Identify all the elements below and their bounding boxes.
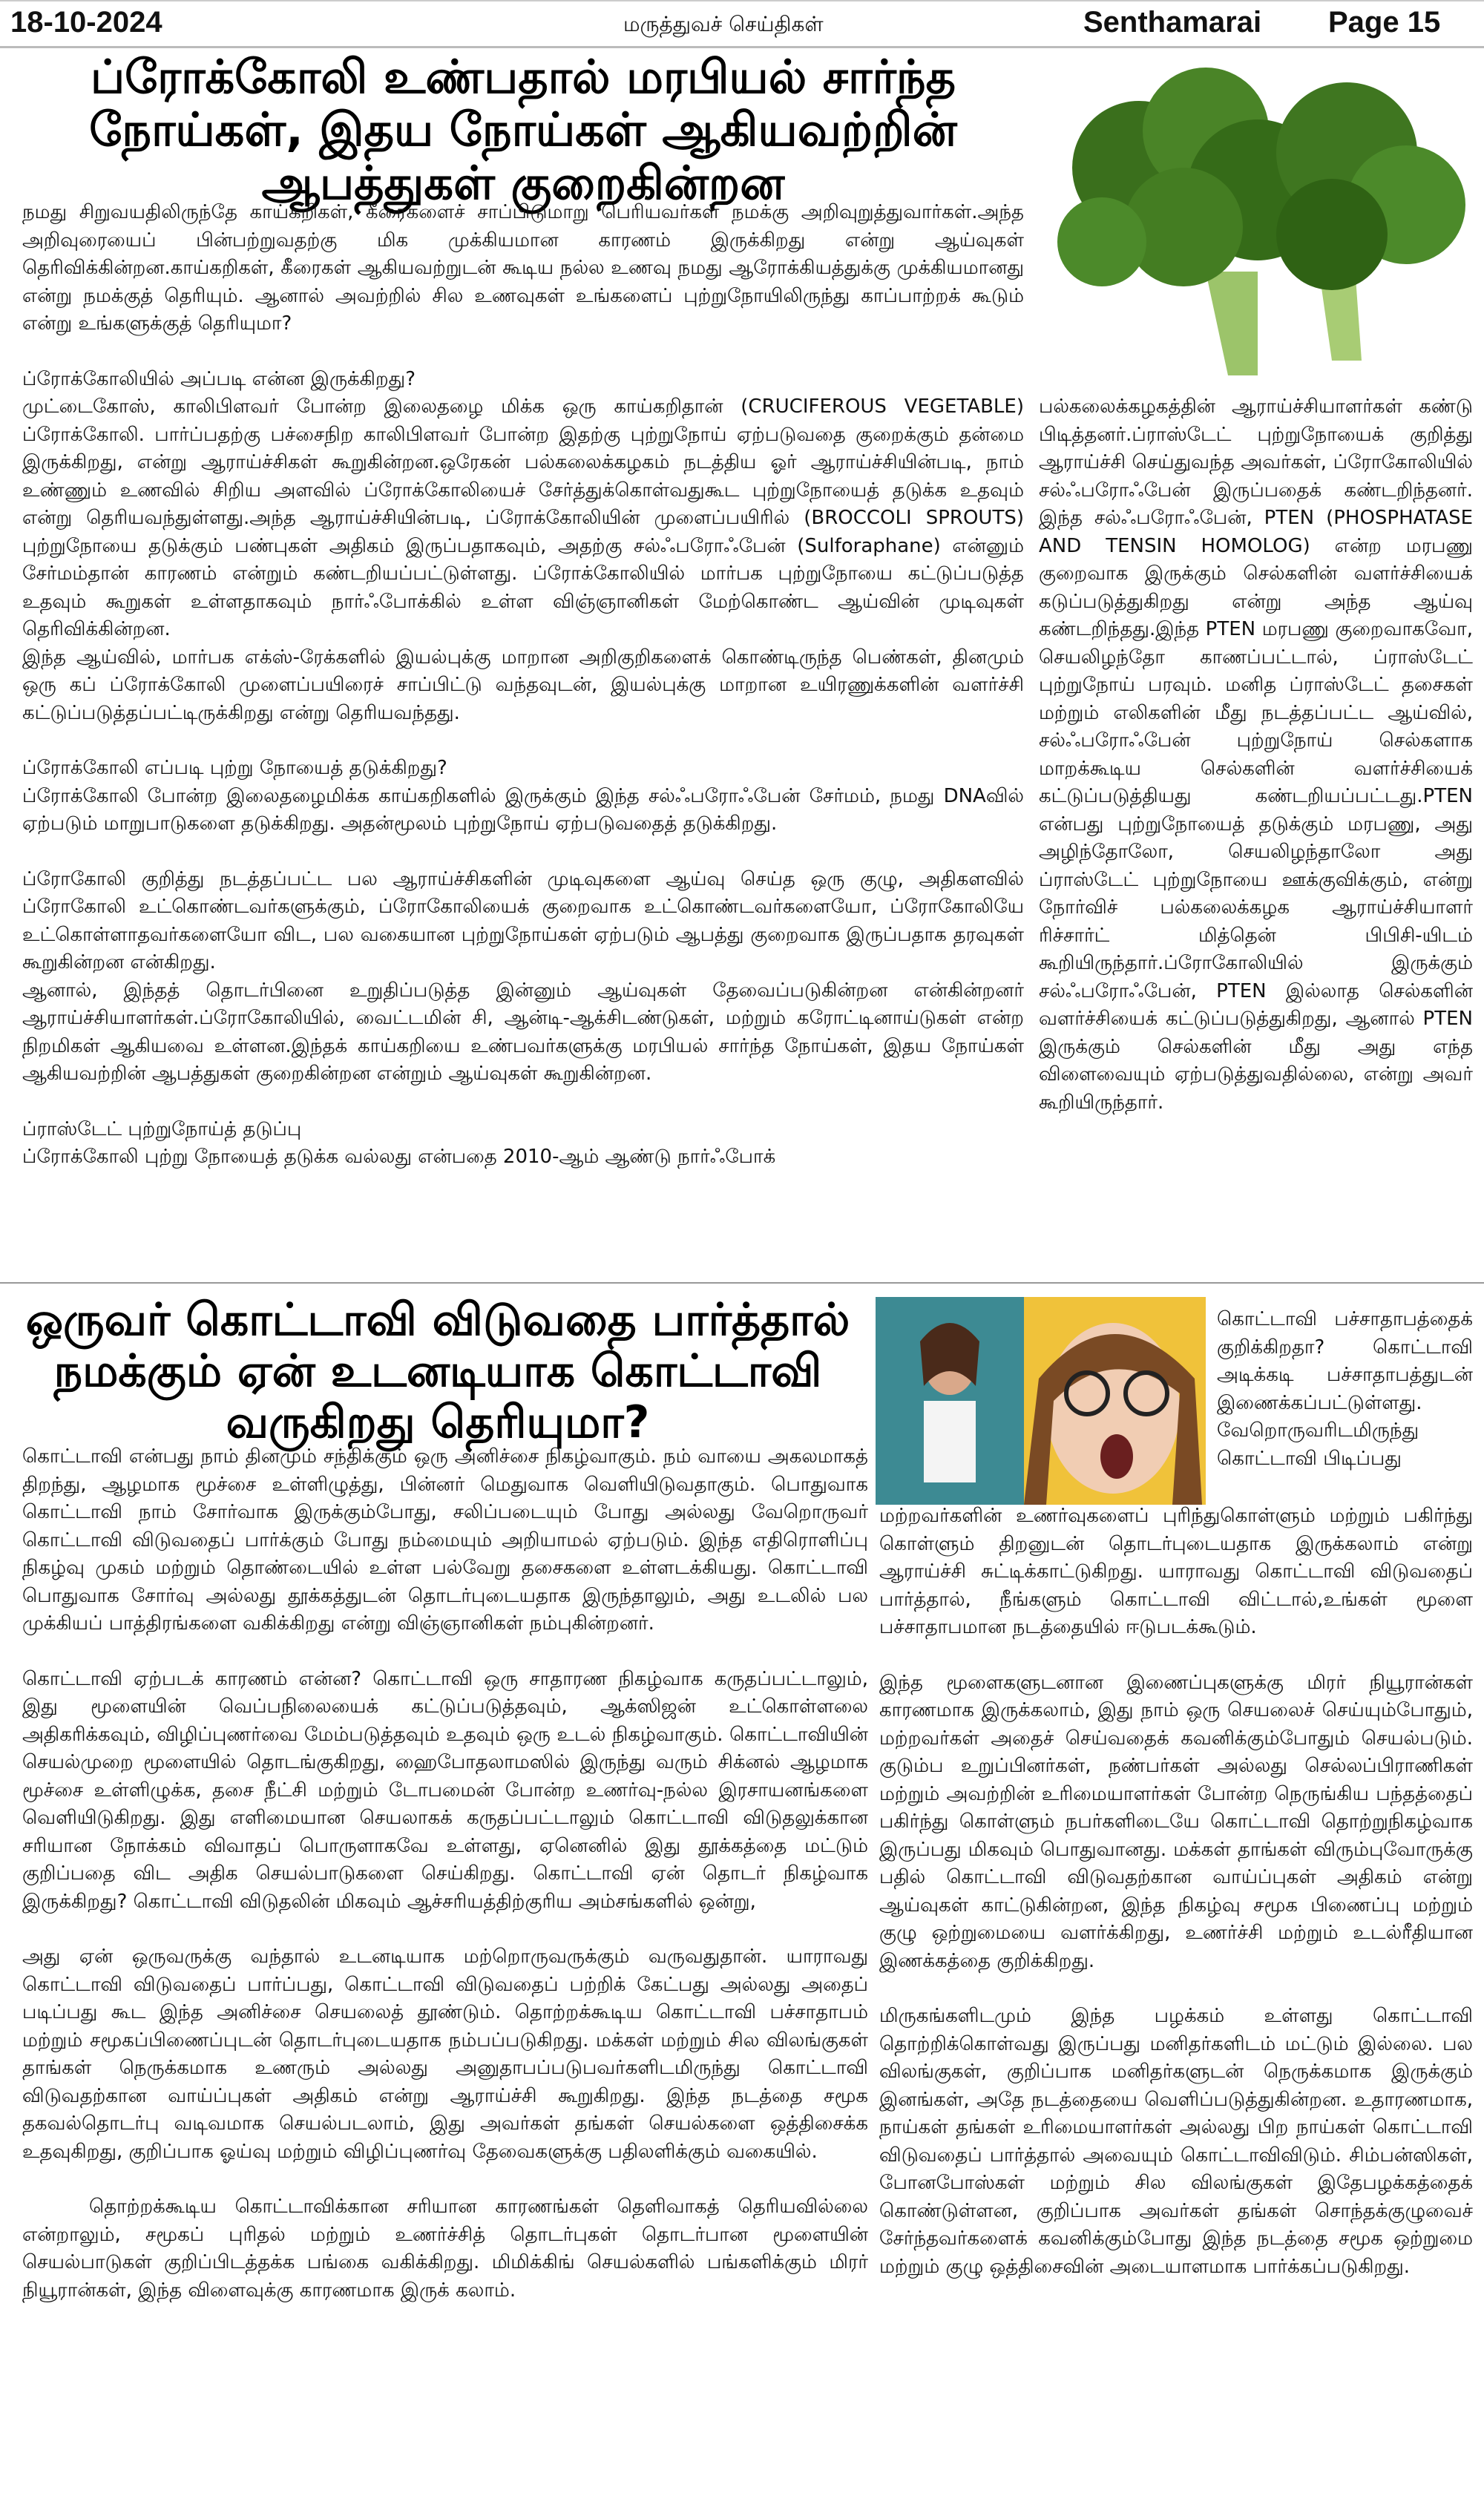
paragraph: தொற்றக்கூடிய கொட்டாவிக்கான சரியான காரணங்கள் தெளிவாகத் தெரியவில்லை என்றாலும், சமூகப் புரிதல் மற்றும் உணர்ச்சித் தொடர்புகள் தொடர்பான மூளையின் செயல்பாடுகள் குறிப்பிடத்தக்க பங்கை வகிக்கிறது. மிமிக்கிங் செயல்களில் பங்களிக்கும் மிரர் நியூரான்கள், இந்த விளைவுக்கு காரணமாக இருக் கலாம்.	[22, 2195, 868, 2302]
paragraph: அது ஏன் ஒருவருக்கு வந்தால் உடனடியாக மற்றொருவருக்கும் வருவதுதான். யாராவது கொட்டாவி விடுவதைப் பார்ப்பது, கொட்டாவி விடுவதைப் பற்றிக் கேட்பது அல்லது அதைப் படிப்பது கூட இந்த அனிச்சை செயலைத் தூண்டும். தொற்றக்கூடிய கொட்டாவி பச்சாதாபம் மற்றும் சமூகப்பிணைப்புடன் தொடர்புடையதாக நம்பப்படுகிறது. மக்கள் மற்றும் சில விலங்குகள் தாங்கள் நெருக்கமாக உணரும் அல்லது அனுதாபப்படுபவர்களிடமிருந்து கொட்டாவி விடுவதற்கான வாய்ப்புகள் அதிகம் என்று ஆராய்ச்சி கூறுகிறது. இந்த நடத்தை சமூக தகவல்தொடர்பு வடிவமாக செயல்படலாம், இது அவர்கள் தங்கள் செயல்களை ஒத்திசைக்க உதவுகிறது, குறிப்பாக ஓய்வு மற்றும் விழிப்புணர்வு தேவைகளுக்கு பதிலளிக்கும் வகையில்.	[22, 1945, 868, 2163]
paragraph: முட்டைகோஸ், காலிபிளவர் போன்ற இலைதழை மிக்க ஒரு காய்கறிதான் (CRUCIFEROUS VEGETABLE) ப்ரோக்கோலி. பார்ப்பதற்கு பச்சைநிற காலிபிளவர் போன்ற இதற்கு புற்றுநோய் ஏற்படுவதை குறைக்கும் தன்மை இருக்கிறது, என்று ஆராய்ச்சிகள் கூறுகின்றன.ஒரேகன் பல்கலைக்கழகம் நடத்திய ஓர் ஆராய்ச்சியின்படி, நாம் உண்ணும் உணவில் சிறிய அளவில் ப்ரோக்கோலியைச் சேர்த்துக்கொள்வதுகூட புற்றுநோயைத் தடுக்க உதவும் என்று தெரியவந்துள்ளது.அந்த ஆராய்ச்சியின்படி, ப்ரோக்கோலியின் முளைப்பயிரில் (BROCCOLI SPROUTS) புற்றுநோயை தடுக்கும் பண்புகள் அதிகம் இருப்பதாகவும், அதற்கு சல்ஃபரோஃபேன் (Sulforaphane) என்னும் சேர்மம்தான் காரணம் என்றும் கண்டறியப்பட்டுள்ளது. ப்ரோக்கோலியில் மார்பக புற்றுநோயை கட்டுப்படுத்த உதவும் கூறுகள் உள்ளதாகவும் நார்ஃபோக்கில் உள்ள விஞ்ஞானிகள் மேற்கொண்ட ஆய்வின் முடிவுகள் தெரிவிக்கின்றன.	[22, 395, 1024, 640]
paragraph: நமது சிறுவயதிலிருந்தே காய்கறிகள், கீரைகளைச் சாப்பிடுமாறு பெரியவர்கள் நமக்கு அறிவுறுத்துவார்கள்.அந்த அறிவுரையைப் பின்பற்றுவதற்கு மிக முக்கியமான காரணம் இருக்கிறது என்று ஆய்வுகள் தெரிவிக்கின்றன.காய்கறிகள், கீரைகள் ஆகியவற்றுடன் கூடிய நல்ல உணவு நமது ஆரோக்கியத்துக்கு முக்கியமானது என்று நமக்குத் தெரியும். ஆனால் அவற்றில் சில உணவுகள் உங்களைப் புற்றுநோயிலிருந்து காப்பாற்றக் கூடும் என்று உங்களுக்குத் தெரியுமா?	[22, 201, 1024, 335]
subheading: ப்ரோக்கோலி எப்படி புற்று நோயைத் தடுக்கிறது?	[22, 757, 447, 779]
page-header	[0, 0, 1484, 48]
paragraph: மற்றவர்களின் உணர்வுகளைப் புரிந்துகொள்ளும் மற்றும் பகிர்ந்து கொள்ளும் திறனுடன் தொடர்புடையதாக இருக்கலாம் என்று ஆராய்ச்சி சுட்டிக்காட்டுகிறது. யாராவது கொட்டாவி விடுவதைப் பார்த்தால், நீங்களும் கொட்டாவி விட்டால்,உங்கள் மூளை பச்சாதாபமான நடத்தையில் ஈடுபடக்கூடும்.	[879, 1505, 1473, 1638]
article1-body-left	[22, 199, 1024, 1172]
article2-body-left	[22, 1443, 868, 2332]
paragraph: ப்ரோகோலி குறித்து நடத்தப்பட்ட பல ஆராய்ச்சிகளின் முடிவுகளை ஆய்வு செய்த ஒரு குழு, அதிகளவில் ப்ரோகோலி உட்கொண்டவர்களுக்கும், ப்ரோகோலியைக் குறைவாக உட்கொண்டவர்களையோ, ப்ரோகோலியே உட்கொள்ளாதவர்களையோ விட, பல வகையான புற்றுநோய்கள் ஏற்படும் ஆபத்து குறைவாக இருப்பதாக தரவுகள் கூறுகின்றன என்கிறது.	[22, 867, 1024, 973]
issue-date: 18-10-2024	[10, 6, 162, 39]
section-name: மருத்துவச் செய்திகள்	[623, 12, 824, 36]
article1-headline: ப்ரோக்கோலி உண்பதால் மரபியல் சார்ந்த நோய்கள், இதய நோய்கள் ஆகியவற்றின் ஆபத்துகள் குறைகின்றன	[89, 50, 957, 210]
paragraph: கொட்டாவி என்பது நாம் தினமும் சந்திக்கும் ஒரு அனிச்சை நிகழ்வாகும். நம் வாயை அகலமாகத் திறந்து, ஆழமாக மூச்சை உள்ளிழுத்து, பின்னர் மெதுவாக வெளியிடுவதாகும். பொதுவாக கொட்டாவி நாம் சோர்வாக இருக்கும்போது, சலிப்படையும் போது அல்லது வேறொருவர் கொட்டாவி விடுவதைப் பார்க்கும் போது நம்மையும் அறியாமல் ஏற்படும். இந்த எதிரொளிப்பு நிகழ்வு முகம் மற்றும் தொண்டையில் உள்ள பல்வேறு தசைகளை உள்ளடக்கியது. கொட்டாவி பொதுவாக சோர்வு அல்லது தூக்கத்துடன் தொடர்புடையதாக இருந்தாலும், அது உடலில் பல முக்கியப் பாத்திரங்களை வகிக்கிறது என்று விஞ்ஞானிகள் நம்புகின்றனர்.	[22, 1445, 868, 1635]
paragraph: கொட்டாவி பச்சாதாபத்தைக் குறிக்கிறதா? கொட்டாவி அடிக்கடி பச்சாதாபத்துடன் இணைக்கப்பட்டுள்ளது. வேறொருவரிடமிருந்து கொட்டாவி பிடிப்பது	[1217, 1308, 1473, 1470]
article1-body-right	[1039, 393, 1473, 1144]
paragraph: மிருகங்களிடமும் இந்த பழக்கம் உள்ளது கொட்டாவி தொற்றிக்கொள்வது இருப்பது மனிதர்களிடம் மட்டும் இல்லை. பல விலங்குகள், குறிப்பாக மனிதர்களுடன் நெருக்கமாக இருக்கும் இனங்கள், அதே நடத்தையை வெளிப்படுத்துகின்றன. உதாரணமாக, நாய்கள் தங்கள் உரிமையாளர்கள் அல்லது பிற நாய்கள் கொட்டாவி விடுவதைப் பார்த்தால் அவையும் கொட்டாவிவிடும். சிம்பன்ஸிகள், போனபோஸ்கள் மற்றும் சில விலங்குகள் இதேபழக்கத்தைக் கொண்டுள்ளன, குறிப்பாக அவர்கள் தங்கள் சொந்தக்குழுவைச் சேர்ந்தவர்களைக் கவனிக்கும்போது இந்த நடத்தை சமூக ஒற்றுமை மற்றும் குழு ஒத்திசைவின் அடையாளமாக பார்க்கப்படுகிறது.	[879, 2005, 1473, 2278]
paragraph: கொட்டாவி ஏற்படக் காரணம் என்ன? கொட்டாவி ஒரு சாதாரண நிகழ்வாக கருதப்பட்டாலும், இது மூளையின் வெப்பநிலையைக் கட்டுப்படுத்தவும், ஆக்ஸிஜன் உட்கொள்ளலை அதிகரிக்கவும், விழிப்புணர்வை மேம்படுத்தவும் உதவும் ஒரு உடல் நிகழ்வாகும். கொட்டாவியின் செயல்முறை மூளையில் தொடங்குகிறது, ஹைபோதலாமஸில் இருந்து வரும் சிக்னல் ஆழமாக மூச்சை உள்ளிழுக்க, தசை நீட்சி மற்றும் டோபமைன் போன்ற உணர்வு-நல்ல இரசாயனங்களை வெளியிடுகிறது. இது எளிமையான செயலாகக் கருதப்பட்டாலும் கொட்டாவி விடுதலுக்கான சரியான நோக்கம் விவாதப் பொருளாகவே உள்ளது, ஏனெனில் இது தூக்கத்தை மட்டும் குறிப்பதை விட அதிக செயல்பாடுகளை செய்கிறது. கொட்டாவி ஏன் தொடர் நிகழ்வாக இருக்கிறது? கொட்டாவி விடுதலின் மிகவும் ஆச்சரியத்திற்குரிய அம்சங்களில் ஒன்று,	[22, 1667, 868, 1913]
article2-headline: ஒருவர் கொட்டாவி விடுவதை பார்த்தால் நமக்கும் ஏன் உடனடியாக கொட்டாவி வருகிறது தெரியுமா?	[25, 1294, 850, 1448]
broccoli-photo	[1035, 49, 1480, 390]
subheading: ப்ரோக்கோலியில் அப்படி என்ன இருக்கிறது?	[22, 367, 416, 390]
paragraph: இந்த மூளைகளுடனான இணைப்புகளுக்கு மிரர் நியூரான்கள் காரணமாக இருக்கலாம், இது நாம் ஒரு செயலைச் செய்யும்போதும், மற்றவர்கள் அதைச் செய்வதைக் கவனிக்கும்போதும் செயல்படும். குடும்ப உறுப்பினர்கள், நண்பர்கள் அல்லது செல்லப்பிராணிகள் மற்றும் அவற்றின் உரிமையாளர்கள் போன்ற நெருங்கிய பந்தத்தைப் பகிர்ந்து கொள்ளும் நபர்களிடையே கொட்டாவி தொற்றுநிகழ்வாக இருப்பது மிகவும் பொதுவானது. மக்கள் தாங்கள் விரும்புவோருக்கு பதில் கொட்டாவி விடுவதற்கான வாய்ப்புகள் அதிகம் என்று ஆய்வுகள் காட்டுகின்றன, இந்த நிகழ்வு சமூக பிணைப்பு மற்றும் குழு ஒற்றுமையை வளர்க்கிறது, உணர்ச்சி மற்றும் உடல்ரீதியான இணக்கத்தை குறிக்கிறது.	[879, 1671, 1473, 1972]
paragraph: ஆனால், இந்தத் தொடர்பினை உறுதிப்படுத்த இன்னும் ஆய்வுகள் தேவைப்படுகின்றன என்கின்றனர் ஆராய்ச்சியாளர்கள்.ப்ரோகோலியில், வைட்டமின் சி, ஆன்டி-ஆக்சிடண்டுகள், மற்றும் கரோட்டினாய்டுகள் என்ற நிறமிகள் ஆகியவை உள்ளன.இந்தக் காய்கறியை உண்பவர்களுக்கு மரபியல் சார்ந்த நோய்கள், இதய நோய்கள் ஆகியவற்றின் ஆபத்துகள் குறைகின்றன என்றும் ஆய்வுகள் கூறுகின்றன.	[22, 979, 1024, 1085]
publication-name: Senthamarai	[1083, 6, 1262, 39]
paragraph: இந்த ஆய்வில், மார்பக எக்ஸ்-ரேக்களில் இயல்புக்கு மாறான அறிகுறிகளைக் கொண்டிருந்த பெண்கள், தினமும் ஒரு கப் ப்ரோக்கோலி முளைப்பயிரைச் சாப்பிட்டு வந்தவுடன், இயல்புக்கு மாறான உயிரணுக்களின் வளர்ச்சி கட்டுப்படுத்தப்பட்டிருக்கிறது என்று தெரியவந்தது.	[22, 646, 1024, 724]
article2-body-right	[879, 1502, 1473, 2308]
paragraph: பல்கலைக்கழகத்தின் ஆராய்ச்சியாளர்கள் கண்டு பிடித்தனர்.ப்ராஸ்டேட் புற்றுநோயைக் குறித்து ஆராய்ச்சி செய்துவந்த அவர்கள், ப்ரோகோலியில் சல்ஃபரோஃபேன் இருப்பதைக் கண்டறிந்தனர். இந்த சல்ஃபரோஃபேன், PTEN (PHOSPHATASE AND TENSIN HOMOLOG) என்ற மரபணு குறைவாக இருக்கும் செல்களின் வளர்ச்சியைக் கடுப்படுத்துகிறது என்று அந்த ஆய்வு கண்டறிந்தது.இந்த PTEN மரபணு குறைவாகவோ, செயலிழந்தோ காணப்பட்டால், ப்ராஸ்டேட் புற்றுநோய் பரவும். மனித ப்ராஸ்டேட் தசைகள் மற்றும் எலிகளின் மீது நடத்தப்பட்ட ஆய்வில், சல்ஃபரோஃபேன் புற்றுநோய் செல்களாக மாறக்கூடிய செல்களின் வளர்ச்சியைக் கட்டுப்படுத்தியது கண்டறியப்பட்டது.PTEN என்பது புற்றுநோயைத் தடுக்கும் மரபணு, அது அழிந்தோலோ, செயலிழந்தாலோ அது ப்ராஸ்டேட் புற்றுநோயை ஊக்குவிக்கும், என்று நோர்விச் பல்கலைக்கழக ஆராய்ச்சியாளர் ரிச்சார்ட் மித்தென் பிபிசி-யிடம் கூறியிருந்தார்.ப்ரோகோலியில் இருக்கும் சல்ஃபரோஃபேன், PTEN இல்லாத செல்களின் வளர்ச்சியைக் கட்டுப்படுத்துகிறது, ஆனால் PTEN இருக்கும் செல்களின் மீது அது எந்த விளைவையும் ஏற்படுத்துவதில்லை, என்று அவர் கூறியிருந்தார்.	[1039, 395, 1473, 1114]
article2-beside-image	[1217, 1306, 1473, 1473]
yawning-women-photo	[876, 1297, 1206, 1505]
paragraph: ப்ரோக்கோலி போன்ற இலைதழைமிக்க காய்கறிகளில் இருக்கும் இந்த சல்ஃபரோஃபேன் சேர்மம், நமது DNAவில் ஏற்படும் மாறுபாடுகளை தடுக்கிறது. அதன்மூலம் புற்றுநோய் ஏற்படுவதைத் தடுக்கிறது.	[22, 784, 1024, 835]
subheading: ப்ராஸ்டேட் புற்றுநோய்த் தடுப்பு	[22, 1117, 302, 1140]
article-divider	[0, 1282, 1484, 1284]
page-number: Page 15	[1328, 6, 1441, 39]
paragraph: ப்ரோக்கோலி புற்று நோயைத் தடுக்க வல்லது என்பதை 2010-ஆம் ஆண்டு நார்ஃபோக்	[22, 1146, 776, 1168]
